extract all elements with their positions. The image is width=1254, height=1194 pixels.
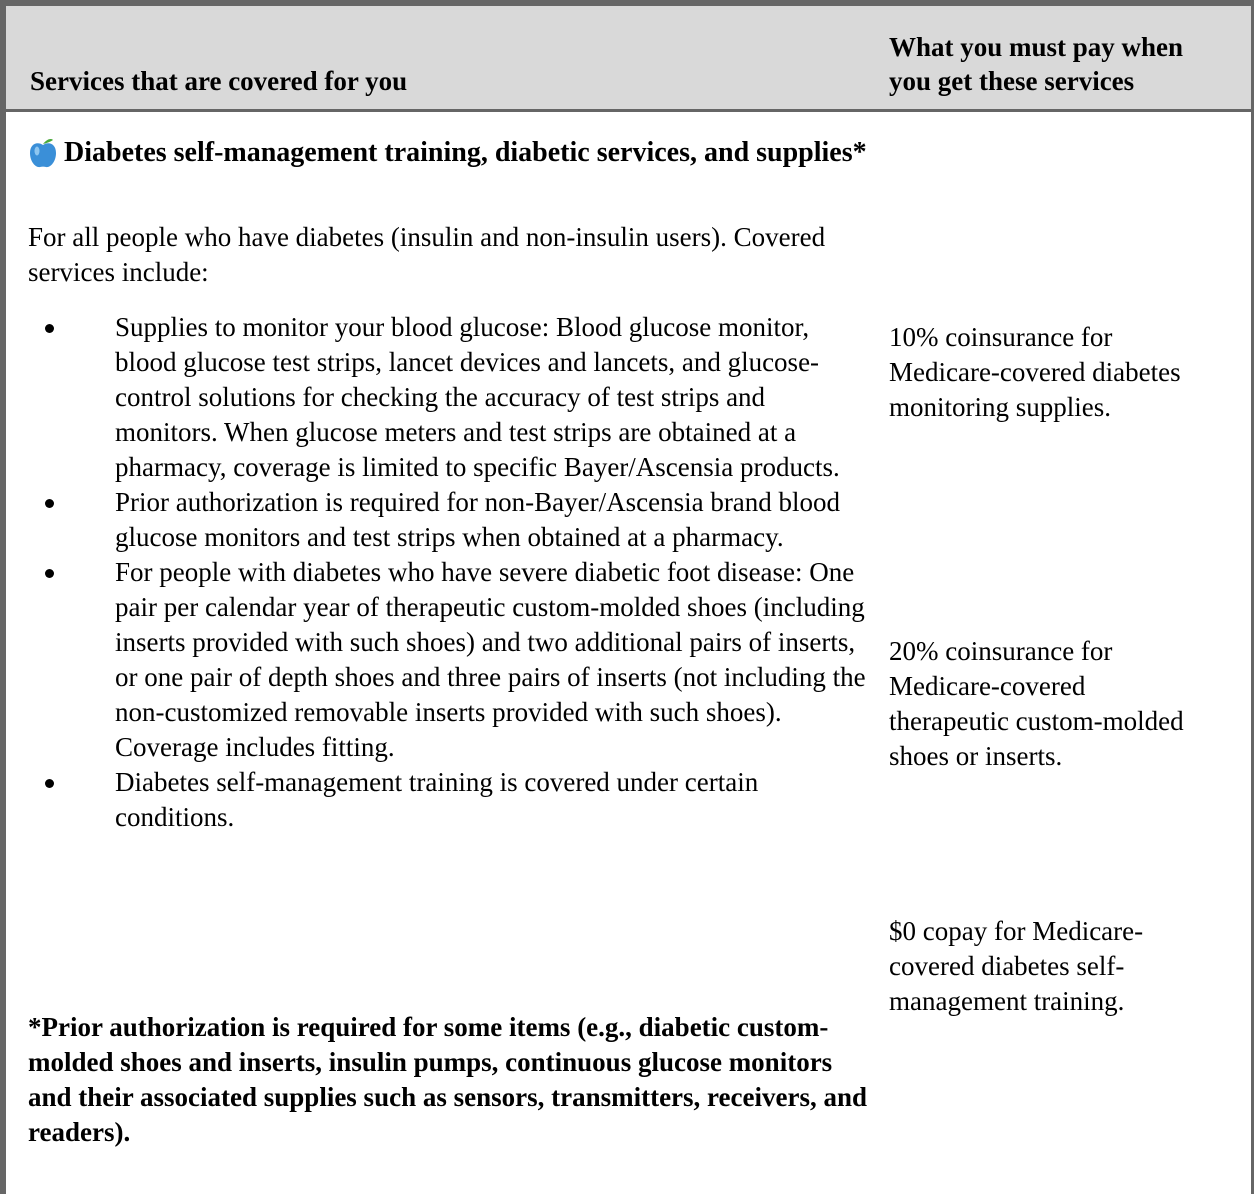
list-item-text: Prior authorization is required for non-Bayer/Ascensia brand blood glucose monitors and test strips when obtained at a pharmacy. (115, 487, 841, 552)
list-item-text: Supplies to monitor your blood glucose: Blood glucose monitor, blood glucose test strips, lancet devices and lancets, and glucose-control solutions for checking the accuracy of test strips and monitors. When glucose meters and test strips are obtained at a pharmacy, coverage is limited to specific Bayer/Ascensia products. (115, 312, 840, 482)
payment-therapeutic-shoes (889, 634, 1249, 774)
section-title (28, 133, 868, 171)
bullet-icon (45, 324, 54, 333)
covered-services-list (28, 310, 868, 835)
payment-self-management-training (889, 914, 1249, 1019)
bullet-icon (45, 569, 54, 578)
payment-line: Medicare-covered (889, 671, 1086, 701)
list-item (28, 765, 868, 835)
prior-authorization-note: *Prior authorization is required for some items (e.g., diabetic custom-molded shoes and inserts, insulin pumps, continuous glucose monitors and their associated supplies such as sensors, transmitters, receivers, and readers). (28, 1012, 868, 1147)
list-item (28, 310, 868, 485)
payment-line: $0 copay for Medicare- (889, 916, 1144, 946)
table-left-border (0, 0, 6, 1194)
list-item-text: For people with diabetes who have severe diabetic foot disease: One pair per calendar year of therapeutic custom-molded shoes (including inserts provided with such shoes) and two additional pairs of inserts, or one pair of depth shoes and three pairs of inserts (not including the non-customized removable inserts provided with such shoes). Coverage includes fitting. (115, 557, 866, 762)
payment-monitoring-supplies (889, 320, 1249, 425)
payment-line: covered diabetes self- (889, 951, 1125, 981)
payment-line: therapeutic custom-molded (889, 706, 1184, 736)
what-you-pay-header-line2: you get these services (889, 66, 1135, 96)
list-item (28, 485, 868, 555)
payment-line: monitoring supplies. (889, 392, 1111, 422)
bullet-icon (45, 779, 54, 788)
payment-line: 10% coinsurance for (889, 322, 1113, 352)
payment-line: Medicare-covered diabetes (889, 357, 1181, 387)
list-item-text: Diabetes self-management training is covered under certain conditions. (115, 767, 759, 832)
payment-line: shoes or inserts. (889, 741, 1063, 771)
section-title-text: Diabetes self-management training, diabetic services, and supplies* (64, 137, 867, 168)
covered-services-header: Services that are covered for you (30, 66, 408, 96)
apple-icon (28, 133, 58, 169)
list-item (28, 555, 868, 765)
what-you-pay-header-line1: What you must pay when (889, 32, 1184, 62)
what-you-pay-header (889, 30, 1244, 98)
header-divider (6, 109, 1251, 112)
section-intro: For all people who have diabetes (insulin and non-insulin users). Covered services include: (28, 222, 826, 287)
bullet-icon (45, 499, 54, 508)
payment-line: management training. (889, 986, 1125, 1016)
payment-line: 20% coinsurance for (889, 636, 1113, 666)
